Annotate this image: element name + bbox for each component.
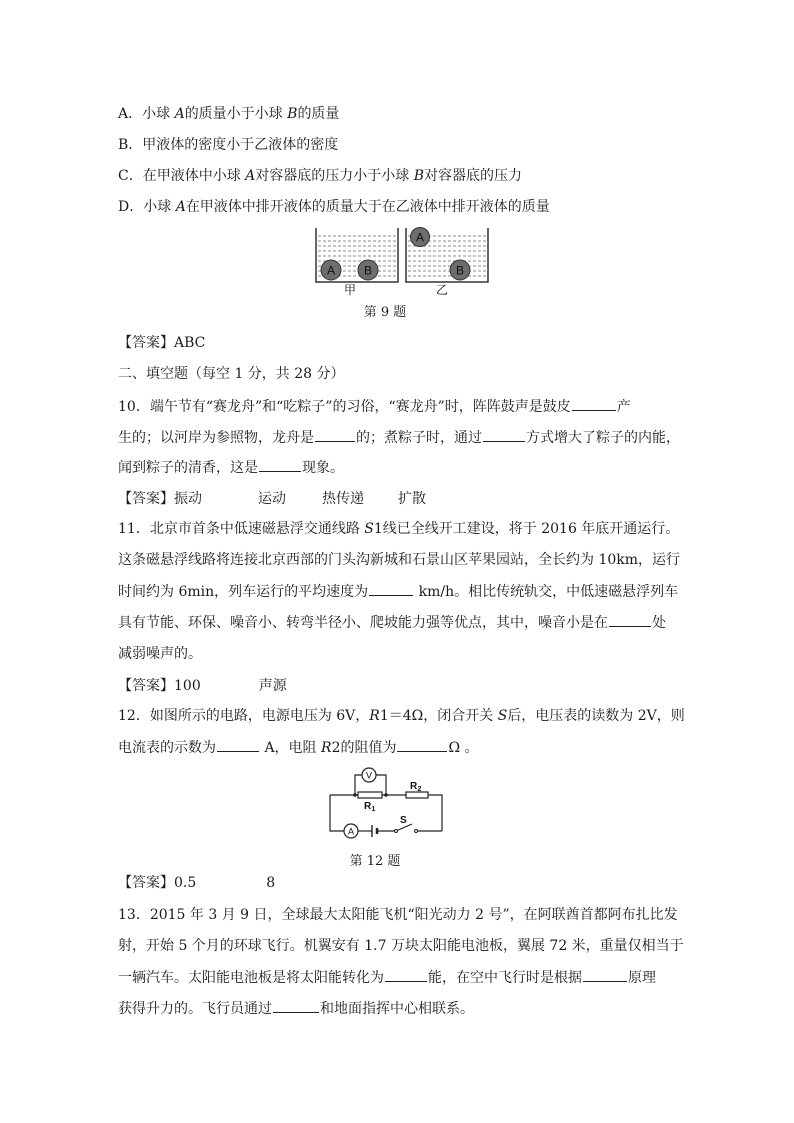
ball-b-label: B	[363, 263, 373, 278]
q9-answer	[118, 333, 205, 353]
ball-a-label: A	[415, 230, 425, 245]
answer-blank	[609, 612, 651, 627]
answer-label: 【答案】	[118, 491, 174, 507]
var-a: A	[175, 199, 186, 215]
var-b: B	[413, 168, 425, 184]
q11-line-4	[118, 612, 666, 633]
text: A．小球	[118, 106, 175, 122]
var-a: A	[245, 168, 256, 184]
answer-blank	[385, 967, 427, 982]
q11-line-3	[118, 581, 678, 602]
text: 具有节能、环保、噪音小、转弯半径小、爬坡能力强等优点，其中，噪音小是在	[118, 615, 608, 631]
q10-line-1	[118, 396, 631, 417]
answer-value: 热传递	[322, 491, 364, 507]
beaker-left-label: 甲	[343, 283, 357, 297]
text: 时间约为 6min，列车运行的平均速度为	[118, 584, 369, 600]
text: 闻到粽子的清香，这是	[118, 460, 258, 476]
q11-line-5: 减弱噪声的。	[118, 646, 202, 662]
answer-value: 0.5	[174, 875, 197, 891]
q9-option-b: B．甲液体的密度小于乙液体的密度	[118, 137, 339, 153]
text: 电流表的示数为	[118, 740, 216, 756]
q9-option-d	[118, 197, 550, 217]
var-r: R	[321, 740, 332, 756]
circuit-figure	[320, 765, 450, 837]
ball-b-label: B	[455, 263, 465, 278]
answer-value: ABC	[174, 335, 206, 351]
q12-caption: 第 12 题	[349, 854, 401, 869]
var-r: R	[369, 708, 380, 724]
answer-blank	[583, 967, 627, 982]
q9-option-c	[118, 166, 522, 186]
ammeter-label: A	[347, 826, 355, 837]
q11-line-2: 这条磁悬浮线路将连接北京西部的门头沟新城和石景山区苹果园站，全长约为 10km，运行	[118, 552, 681, 568]
beakers-figure	[310, 226, 490, 298]
q12-answer	[118, 873, 275, 893]
text: 生的；以河岸为参照物，龙舟是	[118, 430, 314, 446]
text: 方式增大了粽子的内能，	[526, 430, 680, 446]
q10-line-3	[118, 457, 344, 478]
answer-value: 运动	[258, 491, 286, 507]
q13-line-2: 射，开始 5 个月的环球飞行。机翼安有 1.7 万块太阳能电池板，翼展 72 米，重量仅相当于	[118, 938, 684, 954]
text: 2的阻值为	[331, 740, 397, 756]
text: 和地面指挥中心相联系。	[320, 1001, 474, 1017]
r2-label: R	[410, 781, 418, 792]
beaker-right-label: 乙	[435, 283, 449, 297]
text: 对容器底的压力小于小球	[255, 168, 414, 184]
text: 1线已全线开工建设，将于 2016 年底开通运行。	[373, 521, 680, 537]
text: km/h。相比传统轨交，中低速磁悬浮列车	[414, 584, 679, 600]
answer-blank	[369, 581, 413, 596]
answer-label: 【答案】	[118, 335, 174, 351]
answer-value: 扩散	[398, 491, 426, 507]
text: 处	[652, 615, 666, 631]
text: 的质量	[297, 106, 340, 122]
text: 对容器底的压力	[424, 168, 523, 184]
answer-value: 振动	[174, 491, 202, 507]
answer-blank	[315, 427, 355, 442]
answer-blank	[483, 427, 525, 442]
resistor-r1	[358, 792, 382, 798]
q10-answer	[118, 489, 426, 509]
r1-label: R	[364, 801, 372, 812]
answer-blank	[259, 457, 301, 472]
text: 获得升力的。飞行员通过	[118, 1001, 272, 1017]
q13-line-3	[118, 967, 656, 988]
answer-value: 100	[174, 678, 201, 694]
answer-blank	[397, 737, 447, 752]
section-title: 二、填空题（每空 1 分，共 28 分）	[118, 366, 345, 382]
var-s: S	[364, 521, 374, 537]
answer-blank	[273, 998, 319, 1013]
voltmeter-label: V	[365, 770, 373, 781]
q10-line-2	[118, 427, 680, 448]
text: 后，电压表的读数为 2V，则	[507, 708, 685, 724]
ball-a-label: A	[326, 263, 336, 278]
q9-caption: 第 9 题	[363, 305, 407, 320]
answer-value: 声源	[258, 678, 287, 694]
beaker-right	[406, 228, 488, 298]
q12-line-2	[118, 737, 479, 758]
text: 的质量小于小球	[184, 106, 288, 122]
answer-blank	[572, 396, 616, 411]
answer-value: 8	[266, 875, 276, 891]
text: A，电阻	[260, 740, 322, 756]
text: 一辆汽车。太阳能电池板是将太阳能转化为	[118, 970, 384, 986]
text: 的；煮粽子时，通过	[356, 430, 482, 446]
text: D．小球	[118, 199, 176, 215]
answer-blank	[217, 737, 259, 752]
q9-option-a	[118, 104, 339, 124]
text: 在甲液体中排开液体的质量大于在乙液体中排开液体的质量	[185, 199, 550, 215]
q13-line-4	[118, 998, 474, 1019]
answer-label: 【答案】	[118, 875, 174, 891]
text: 产	[616, 399, 631, 415]
text: 1＝4Ω，闭合开关	[379, 708, 498, 724]
r1-subscript: 1	[371, 806, 376, 813]
q13-line-1: 13．2015 年 3 月 9 日，全球最大太阳能飞机“阳光动力 2 号”，在阿联酋首都阿布扎比发	[118, 907, 678, 923]
answer-label: 【答案】	[118, 678, 174, 694]
text: 能，在空中飞行时是根据	[428, 970, 582, 986]
switch-label: S	[400, 815, 407, 826]
var-a: A	[174, 106, 185, 122]
text: Ω 。	[448, 740, 479, 756]
text: 现象。	[302, 460, 344, 476]
r2-subscript: 2	[417, 786, 422, 793]
text: C．在甲液体中小球	[118, 168, 246, 184]
q11-answer	[118, 676, 287, 696]
q11-line-1	[118, 519, 679, 539]
text: 11．北京市首条中低速磁悬浮交通线路	[118, 521, 365, 537]
text: 10．端午节有“赛龙舟”和“吃粽子”的习俗，“赛龙舟”时，阵阵鼓声是鼓皮	[118, 399, 571, 415]
var-b: B	[287, 106, 298, 122]
q12-line-1	[118, 706, 685, 726]
var-s: S	[497, 708, 508, 724]
text: 原理	[628, 970, 656, 986]
beaker-left	[316, 228, 398, 297]
text: 12．如图所示的电路，电源电压为 6V，	[118, 708, 370, 724]
